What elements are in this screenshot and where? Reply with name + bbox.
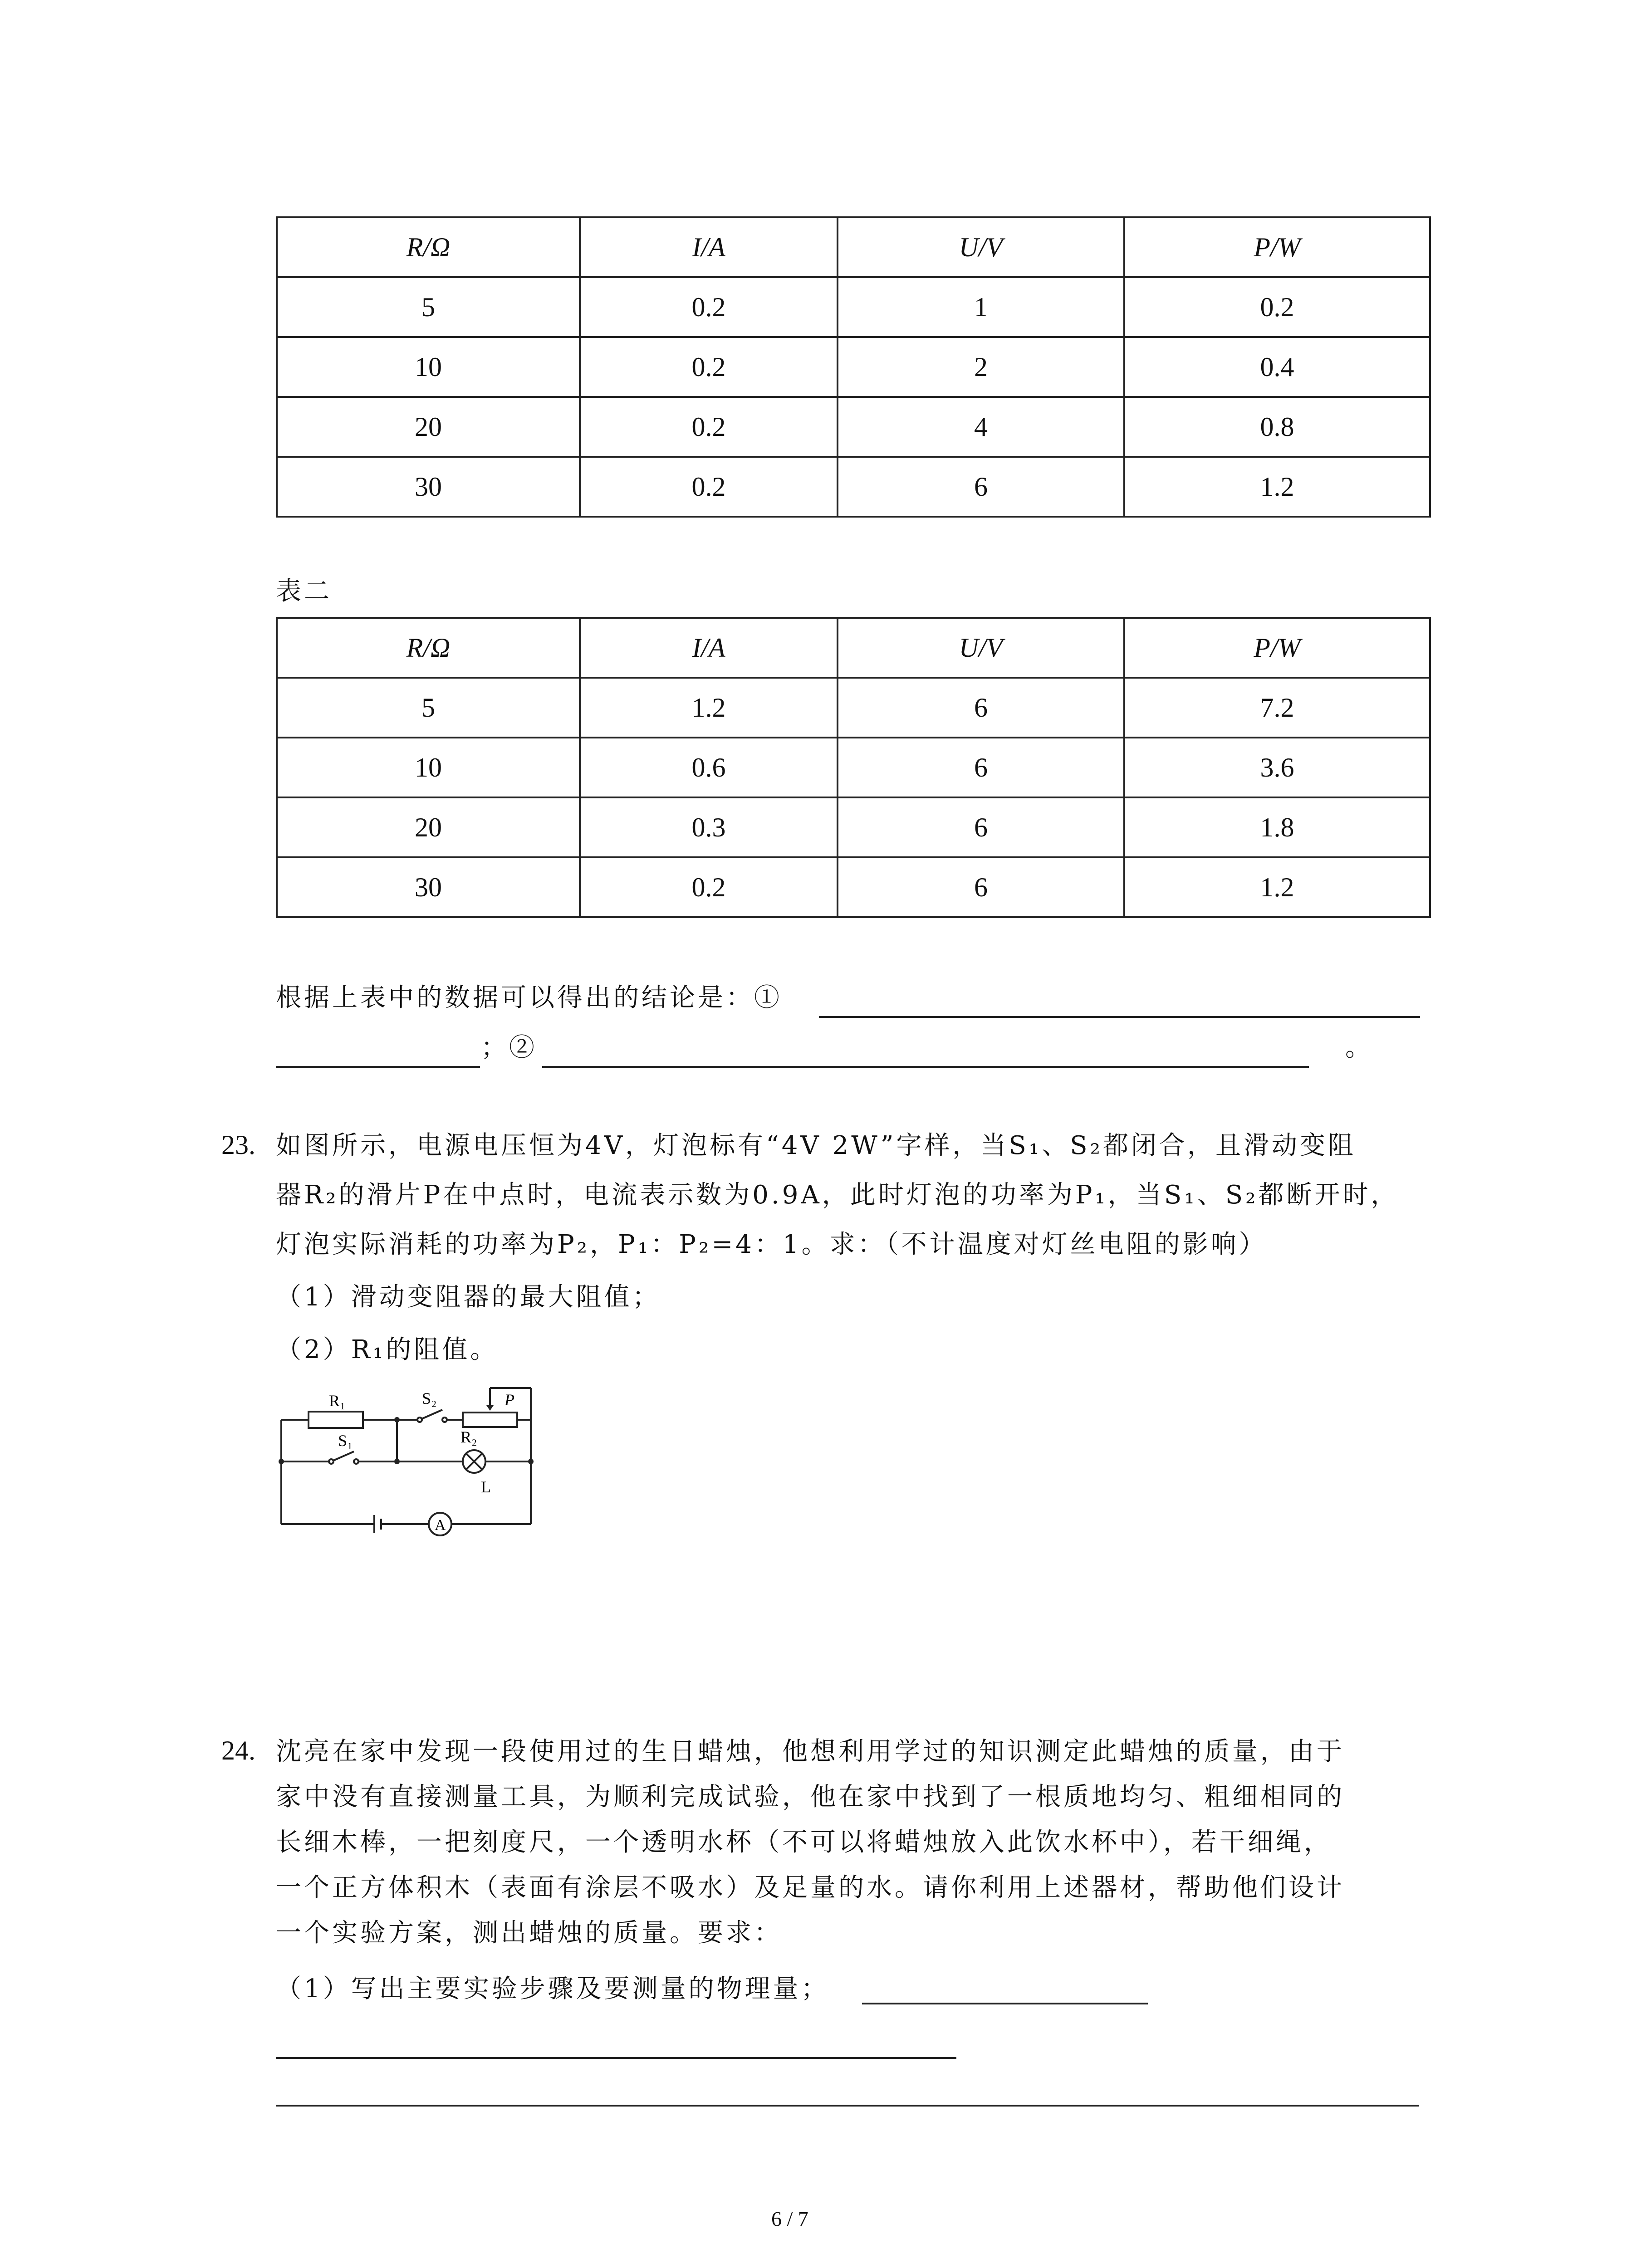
table-cell: 5 xyxy=(277,678,580,738)
rheostat-r2 xyxy=(463,1413,517,1427)
table-row xyxy=(277,857,1430,917)
table-1 xyxy=(276,216,1431,518)
table-2-header-u: U/V xyxy=(838,618,1124,678)
table-cell: 30 xyxy=(277,857,580,917)
table-2 xyxy=(276,617,1431,918)
table-cell: 2 xyxy=(838,337,1124,397)
table-cell: 4 xyxy=(838,397,1124,457)
table-1-header-i: I/A xyxy=(580,217,838,277)
question-24-sub-1: （1）写出主要实验步骤及要测量的物理量； xyxy=(276,1974,829,2004)
answer-blank-1-continued[interactable] xyxy=(276,1066,480,1068)
table-row xyxy=(277,277,1430,337)
answer-blank-4[interactable] xyxy=(276,2057,956,2059)
question-23-line-2: 器R₂的滑片P在中点时，电流表示数为0.9A，此时灯泡的功率为P₁，当S₁、S₂都断开时， xyxy=(276,1180,1399,1210)
question-24-line-1: 沈亮在家中发现一段使用过的生日蜡烛，他想利用学过的知识测定此蜡烛的质量，由于 xyxy=(276,1737,1345,1766)
label-lamp: L xyxy=(481,1478,491,1496)
answer-blank-5[interactable] xyxy=(276,2105,1419,2107)
question-23-sub-2: （2）R₁的阻值。 xyxy=(276,1335,499,1364)
resistor-r1 xyxy=(309,1412,363,1428)
table-cell: 0.3 xyxy=(580,797,838,857)
table-cell: 20 xyxy=(277,397,580,457)
table-row xyxy=(277,678,1430,738)
table-1-header-p: P/W xyxy=(1124,217,1430,277)
table-cell: 10 xyxy=(277,337,580,397)
table-cell: 0.2 xyxy=(580,397,838,457)
answer-blank-3[interactable] xyxy=(862,2003,1148,2004)
table-cell: 3.6 xyxy=(1124,738,1430,797)
table-cell: 20 xyxy=(277,797,580,857)
label-p: P xyxy=(505,1391,514,1409)
table-cell: 0.2 xyxy=(580,337,838,397)
question-24-line-3: 长细木棒，一把刻度尺，一个透明水杯（不可以将蜡烛放入此饮水杯中），若干细绳， xyxy=(276,1828,1332,1857)
switch-s1 xyxy=(331,1452,354,1461)
table-cell: 5 xyxy=(277,277,580,337)
table-cell: 1.2 xyxy=(1124,857,1430,917)
question-23-line-3: 灯泡实际消耗的功率为P₂，P₁：P₂=4：1。求：（不计温度对灯丝电阻的影响） xyxy=(276,1230,1267,1259)
table-cell: 6 xyxy=(838,797,1124,857)
label-s1: S₁ xyxy=(338,1432,353,1450)
table-cell: 0.2 xyxy=(580,277,838,337)
table-row xyxy=(277,457,1430,517)
table-cell: 0.2 xyxy=(1124,277,1430,337)
table-row xyxy=(277,397,1430,457)
table-2-header-p: P/W xyxy=(1124,618,1430,678)
table-cell: 6 xyxy=(838,738,1124,797)
label-r2: R₂ xyxy=(460,1428,477,1446)
table-cell: 0.6 xyxy=(580,738,838,797)
conclusion-separator: ；② xyxy=(481,1033,537,1062)
answer-blank-1[interactable] xyxy=(819,1016,1420,1018)
table-cell: 10 xyxy=(277,738,580,797)
table-cell: 1.2 xyxy=(1124,457,1430,517)
page-number: 6 / 7 xyxy=(771,2207,808,2230)
table-2-caption: 表二 xyxy=(276,577,332,606)
table-row xyxy=(277,337,1430,397)
question-24-number: 24. xyxy=(221,1735,255,1765)
table-cell: 1.2 xyxy=(580,678,838,738)
question-23-number: 23. xyxy=(221,1130,255,1160)
table-cell: 6 xyxy=(838,678,1124,738)
table-cell: 6 xyxy=(838,857,1124,917)
table-1-header-row xyxy=(277,217,1430,277)
table-cell: 0.8 xyxy=(1124,397,1430,457)
table-2-header-i: I/A xyxy=(580,618,838,678)
table-cell: 0.2 xyxy=(580,457,838,517)
table-cell: 1.8 xyxy=(1124,797,1430,857)
table-1-header-u: U/V xyxy=(838,217,1124,277)
table-cell: 6 xyxy=(838,457,1124,517)
question-24-line-4: 一个正方体积木（表面有涂层不吸水）及足量的水。请你利用上述器材，帮助他们设计 xyxy=(276,1873,1345,1902)
table-cell: 7.2 xyxy=(1124,678,1430,738)
table-2-header-r: R/Ω xyxy=(277,618,580,678)
table-cell: 0.2 xyxy=(580,857,838,917)
table-row xyxy=(277,738,1430,797)
question-24-line-2: 家中没有直接测量工具，为顺利完成试验，他在家中找到了一根质地均匀、粗细相同的 xyxy=(276,1782,1345,1812)
label-r1: R₁ xyxy=(329,1392,346,1410)
switch-s2 xyxy=(420,1410,442,1420)
question-23-sub-1: （1）滑动变阻器的最大阻值； xyxy=(276,1282,661,1312)
answer-blank-2[interactable] xyxy=(542,1066,1309,1068)
label-s2: S₂ xyxy=(422,1389,437,1408)
circuit-diagram xyxy=(272,1379,544,1547)
table-row xyxy=(277,797,1430,857)
table-cell: 0.4 xyxy=(1124,337,1430,397)
question-23-line-1: 如图所示，电源电压恒为4V，灯泡标有“4V 2W”字样，当S₁、S₂都闭合，且滑动变阻 xyxy=(276,1131,1357,1160)
table-2-header-row xyxy=(277,618,1430,678)
conclusion-prefix: 根据上表中的数据可以得出的结论是：① xyxy=(276,983,782,1012)
label-ammeter: A xyxy=(435,1517,446,1534)
table-cell: 30 xyxy=(277,457,580,517)
conclusion-end: 。 xyxy=(1345,1033,1373,1062)
table-1-header-r: R/Ω xyxy=(277,217,580,277)
question-24-line-5: 一个实验方案，测出蜡烛的质量。要求： xyxy=(276,1918,782,1948)
table-cell: 1 xyxy=(838,277,1124,337)
